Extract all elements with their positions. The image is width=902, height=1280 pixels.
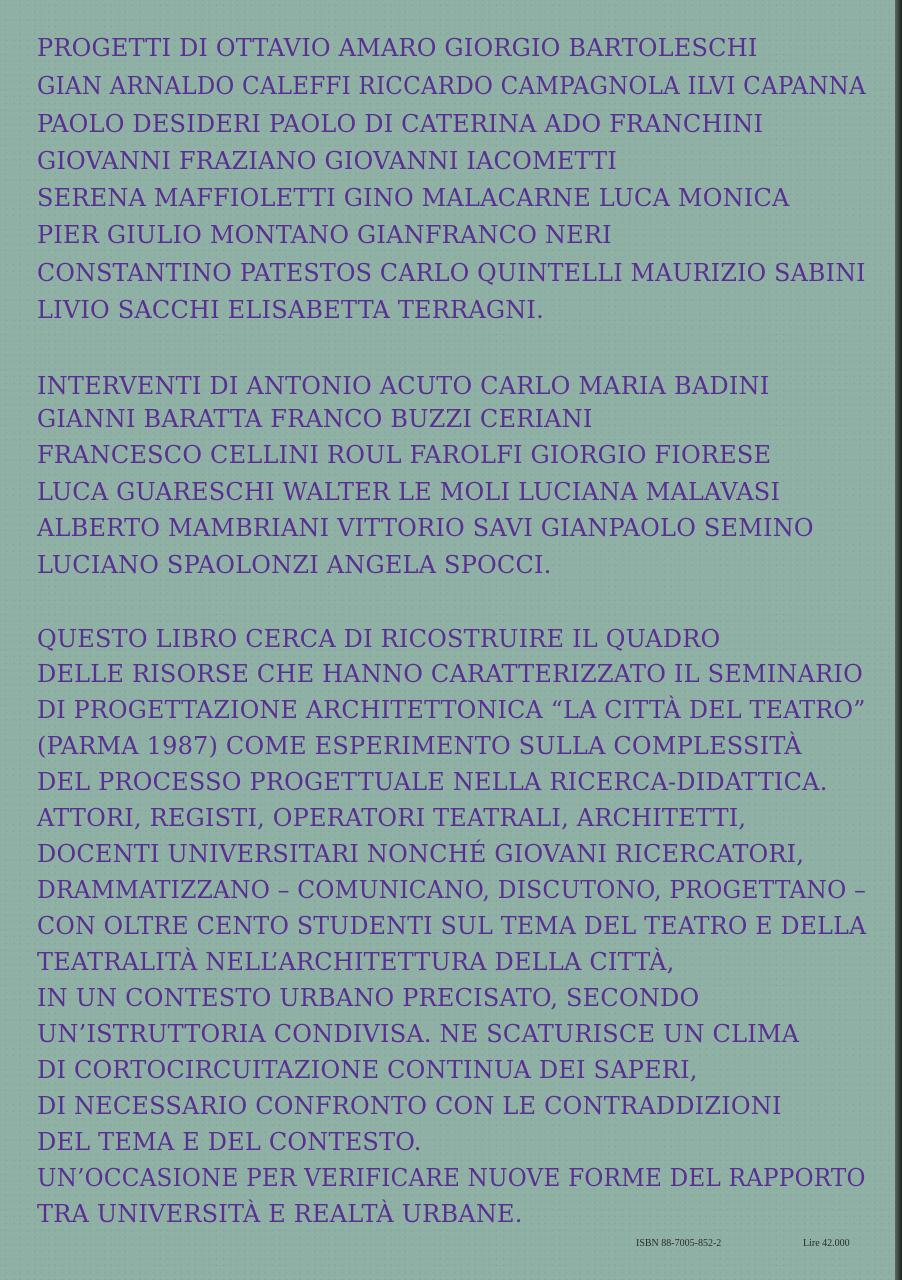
descrizione-line: DI NECESSARIO CONFRONTO CON LE CONTRADDIZIONI bbox=[37, 1092, 782, 1120]
descrizione-line: TRA UNIVERSITÀ E REALTÀ URBANE. bbox=[37, 1200, 523, 1228]
descrizione-line: UN’ISTRUTTORIA CONDIVISA. NE SCATURISCE UN CLIMA bbox=[37, 1020, 800, 1048]
interventi-line: LUCA GUARESCHI WALTER LE MOLI LUCIANA MALAVASI bbox=[37, 478, 781, 506]
descrizione-line: ATTORI, REGISTI, OPERATORI TEATRALI, ARCHITETTI, bbox=[37, 804, 747, 832]
descrizione-line: (PARMA 1987) COME ESPERIMENTO SULLA COMPLESSITÀ bbox=[37, 732, 802, 760]
progetti-line: CONSTANTINO PATESTOS CARLO QUINTELLI MAURIZIO SABINI bbox=[37, 259, 866, 287]
interventi-line: ALBERTO MAMBRIANI VITTORIO SAVI GIANPAOLO SEMINO bbox=[37, 514, 814, 542]
descrizione-line: QUESTO LIBRO CERCA DI RICOSTRUIRE IL QUADRO bbox=[37, 625, 721, 653]
progetti-line: PROGETTI DI OTTAVIO AMARO GIORGIO BARTOLESCHI bbox=[37, 34, 758, 62]
progetti-line: SERENA MAFFIOLETTI GINO MALACARNE LUCA MONICA bbox=[37, 184, 790, 212]
descrizione-line: DI CORTOCIRCUITAZIONE CONTINUA DEI SAPERI, bbox=[37, 1056, 698, 1084]
progetti-line: GIAN ARNALDO CALEFFI RICCARDO CAMPAGNOLA ILVI CAPANNA bbox=[37, 72, 866, 100]
progetti-line: PAOLO DESIDERI PAOLO DI CATERINA ADO FRANCHINI bbox=[37, 110, 764, 138]
progetti-line: GIOVANNI FRAZIANO GIOVANNI IACOMETTI bbox=[37, 147, 618, 175]
page-edge-shadow bbox=[895, 0, 902, 1280]
descrizione-line: DI PROGETTAZIONE ARCHITETTONICA “LA CITTÀ DEL TEATRO” bbox=[37, 696, 866, 724]
interventi-line: FRANCESCO CELLINI ROUL FAROLFI GIORGIO FIORESE bbox=[37, 441, 772, 469]
progetti-line: LIVIO SACCHI ELISABETTA TERRAGNI. bbox=[37, 296, 544, 324]
price-label: Lire 42.000 bbox=[803, 1238, 850, 1249]
descrizione-line: DEL PROCESSO PROGETTUALE NELLA RICERCA-DIDATTICA. bbox=[37, 768, 828, 796]
descrizione-line: IN UN CONTESTO URBANO PRECISATO, SECONDO bbox=[37, 984, 700, 1012]
descrizione-line: UN’OCCASIONE PER VERIFICARE NUOVE FORME DEL RAPPORTO bbox=[37, 1164, 866, 1192]
descrizione-line: TEATRALITÀ NELL’ARCHITETTURA DELLA CITTÀ, bbox=[37, 948, 675, 976]
descrizione-line: DOCENTI UNIVERSITARI NONCHÉ GIOVANI RICERCATORI, bbox=[37, 840, 805, 868]
interventi-line: GIANNI BARATTA FRANCO BUZZI CERIANI bbox=[37, 405, 593, 433]
descrizione-line: DELLE RISORSE CHE HANNO CARATTERIZZATO IL SEMINARIO bbox=[37, 660, 863, 688]
interventi-line: LUCIANO SPAOLONZI ANGELA SPOCCI. bbox=[37, 551, 552, 579]
isbn-number: ISBN 88-7005-852-2 bbox=[636, 1238, 722, 1249]
descrizione-line: DRAMMATIZZANO – COMUNICANO, DISCUTONO, PROGETTANO – bbox=[37, 876, 866, 904]
progetti-line: PIER GIULIO MONTANO GIANFRANCO NERI bbox=[37, 221, 612, 249]
descrizione-line: CON OLTRE CENTO STUDENTI SUL TEMA DEL TEATRO E DELLA bbox=[37, 912, 867, 940]
interventi-line: INTERVENTI DI ANTONIO ACUTO CARLO MARIA BADINI bbox=[37, 372, 770, 400]
descrizione-line: DEL TEMA E DEL CONTESTO. bbox=[37, 1128, 422, 1156]
